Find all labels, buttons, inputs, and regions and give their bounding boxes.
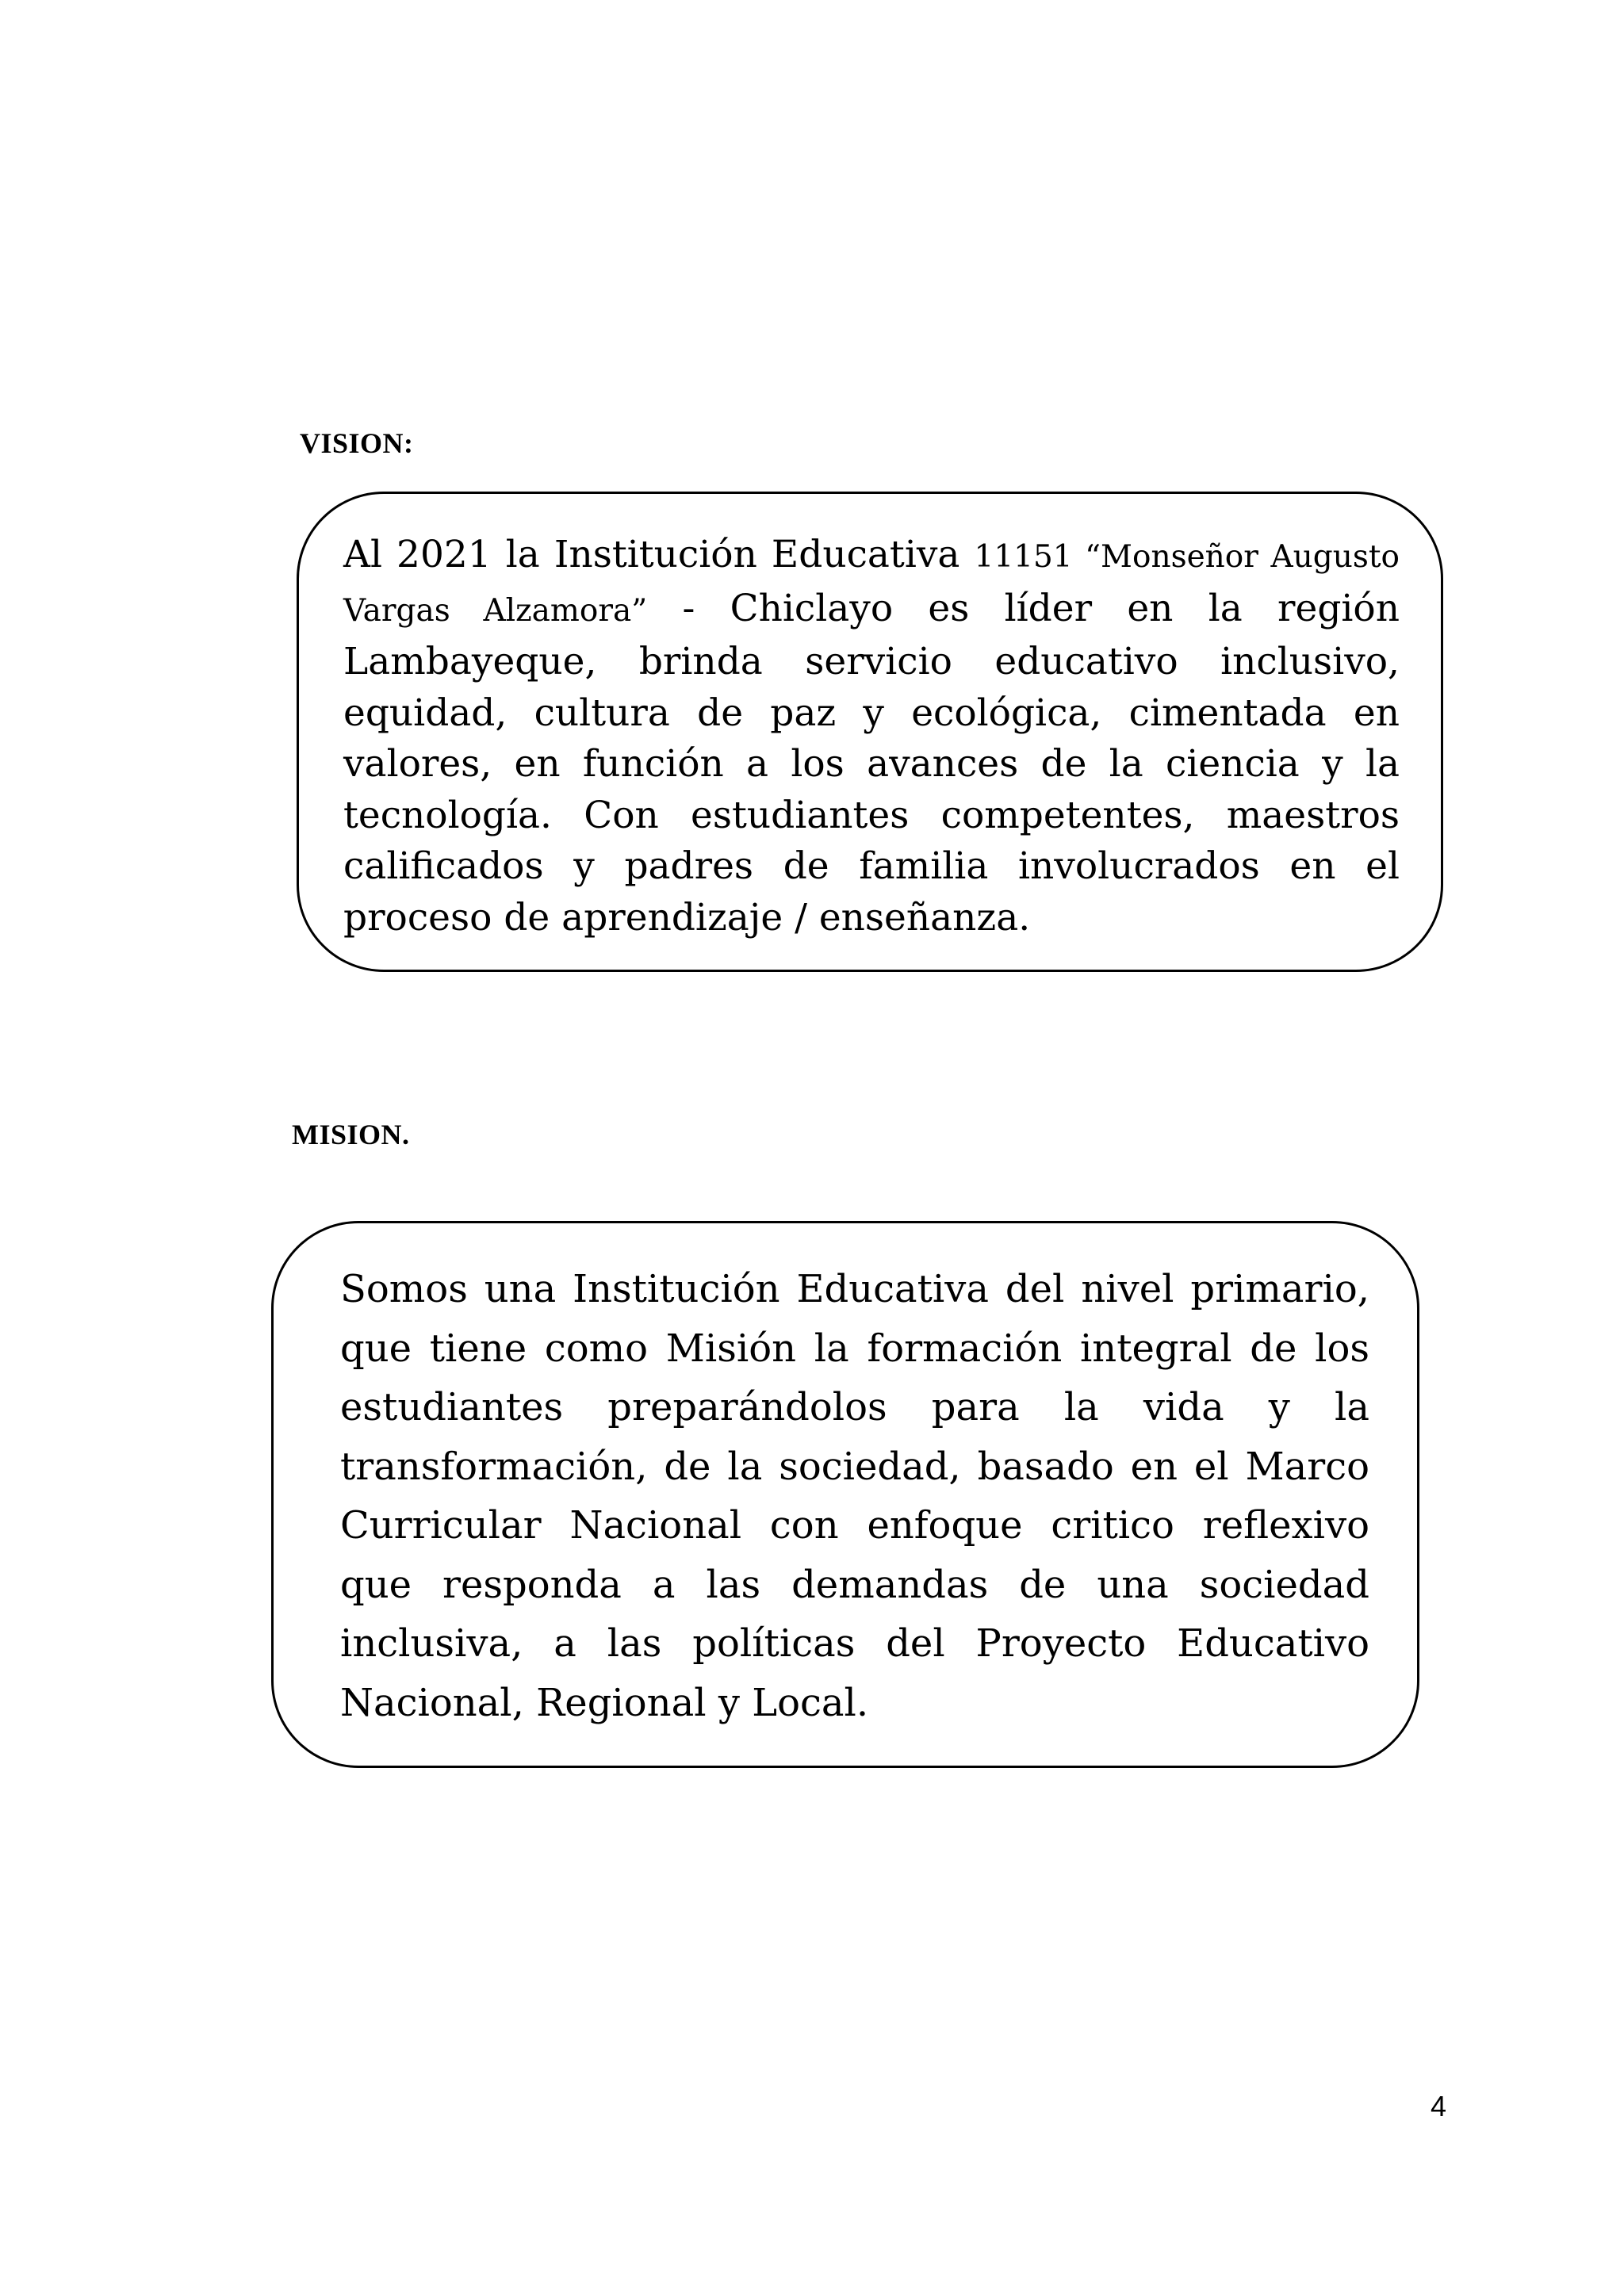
page-number: 4 [1430,2090,1446,2122]
mission-heading: MISION. [292,1119,410,1150]
vision-text-rest: - Chiclayo es líder en la región Lambayeque, brinda servicio educativo inclusivo, equidad, cultura de paz y ecológica, cimentada en valores, en función a los avances de la ciencia y la tecnología. Con estudiantes competentes, maestros calificados y padres de familia involucrados en el proceso de aprendizaje / enseñanza. [343,586,1400,939]
vision-institution-name: 11151 “Monseñor Augusto Vargas Alzamora” [343,539,1400,629]
vision-text-lead: Al 2021 la Institución Educativa [343,533,975,576]
vision-statement-box [297,492,1443,972]
mission-statement-text: Somos una Institución Educativa del nivel primario, que tiene como Misión la formación integral de los estudiantes preparándolos para la vida y la transformación, de la sociedad, basado en el Marco Curricular Nacional con enfoque critico reflexivo que responda a las demandas de una sociedad inclusiva, a las políticas del Proyecto Educativo Nacional, Regional y Local. [340,1267,1369,1725]
vision-statement-text [343,530,1400,943]
vision-heading: VISION: [300,427,414,459]
mission-statement-box [271,1221,1419,1768]
